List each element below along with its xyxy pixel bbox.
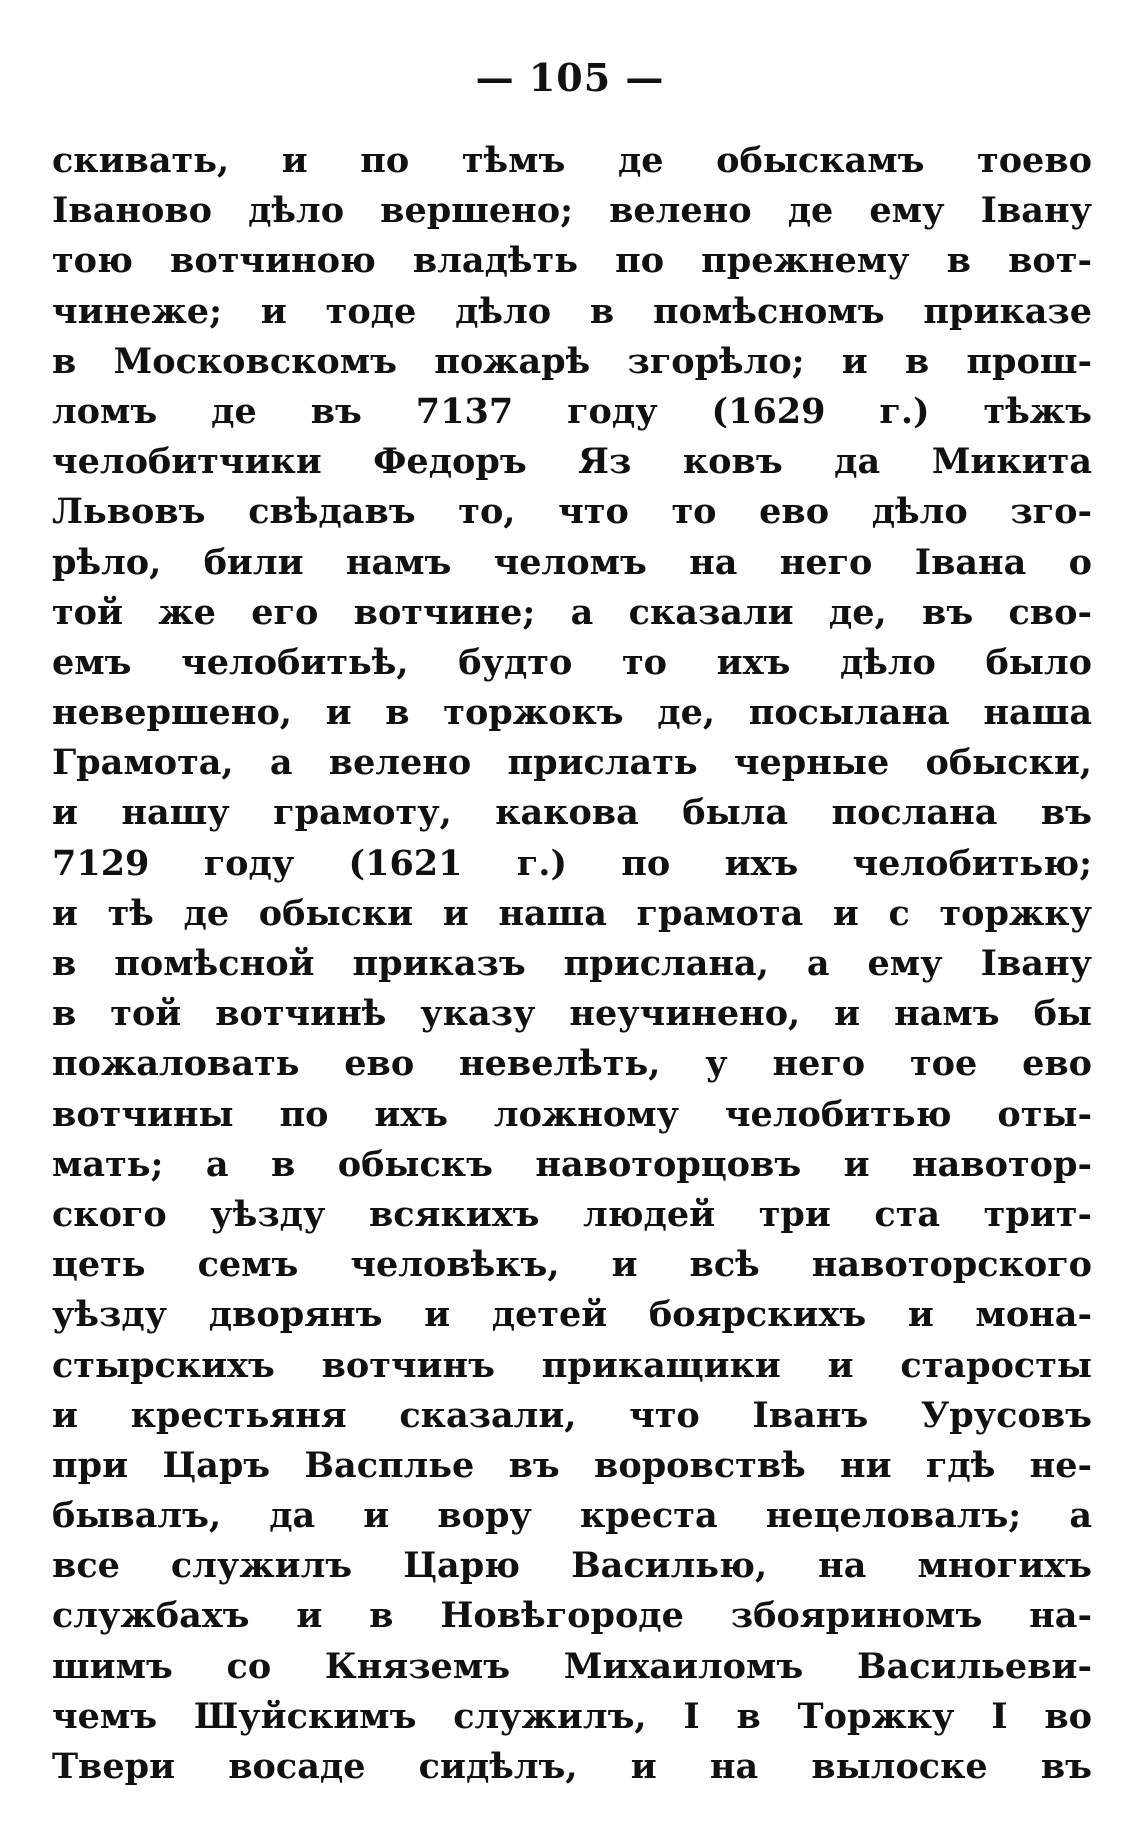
text-line: ского уѣзду всякихъ людей три ста трит- xyxy=(52,1193,1092,1235)
text-line: челобитчики Федоръ Яз ковъ да Микита xyxy=(52,441,1092,483)
text-line: невершено, и в торжокъ де, посылана наша xyxy=(52,692,1092,734)
page-text-body xyxy=(52,136,1092,1792)
text-line: рѣло, били намъ челомъ на него Івана о xyxy=(52,541,1092,583)
text-line: службахъ и в Новѣгороде збояриномъ на- xyxy=(52,1595,1092,1637)
text-line: Грамота, а велено прислать черные обыски, xyxy=(52,742,1092,784)
text-line: Іваново дѣло вершено; велено де ему Івану xyxy=(52,190,1092,232)
text-line: чемъ Шуйскимъ служилъ, І в Торжку І во xyxy=(52,1695,1092,1737)
text-line: и тѣ де обыски и наша грамота и с торжку xyxy=(52,892,1092,934)
text-line: Львовъ свѣдавъ то, что то ево дѣло зго- xyxy=(52,491,1092,533)
text-line: пожаловать ево невелѣть, у него тое ево xyxy=(52,1043,1092,1085)
text-line: и нашу грамоту, какова была послана въ xyxy=(52,792,1092,834)
text-line: скивать, и по тѣмъ де обыскамъ тоево xyxy=(52,140,1092,181)
text-line: цеть семъ человѣкъ, и всѣ навоторского xyxy=(52,1244,1092,1286)
text-line: той же его вотчине; а сказали де, въ сво- xyxy=(52,591,1092,633)
text-line: при Царъ Васпльe въ воровствѣ ни гдѣ не- xyxy=(52,1444,1092,1486)
text-line: уѣзду дворянъ и детей боярскихъ и мона- xyxy=(52,1294,1092,1336)
text-line: в помѣсной приказъ прислана, а ему Івану xyxy=(52,943,1092,984)
page-number: — 105 — xyxy=(475,55,665,100)
text-line: бывалъ, да и вору креста нецеловалъ; а xyxy=(52,1495,1092,1537)
text-line: чинеже; и тоде дѣло в помѣсномъ приказе xyxy=(52,290,1092,332)
text-line: Твери восаде сидѣлъ, и на вылоске въ xyxy=(52,1746,1092,1787)
text-line: стырскихъ вотчинъ прикащики и старосты xyxy=(52,1344,1092,1386)
text-line: в Московскомъ пожарѣ згорѣло; и в прош- xyxy=(52,340,1092,382)
text-line: 7129 году (1621 г.) по ихъ челобитью; xyxy=(52,842,1092,884)
text-line: вотчины по ихъ ложному челобитью оты- xyxy=(52,1093,1092,1135)
text-line: тою вотчиною владѣть по прежнему в вот- xyxy=(52,240,1092,282)
text-line: в той вотчинѣ указу неучинено, и намъ бы xyxy=(52,993,1092,1035)
text-line: мать; а в обыскъ навоторцовъ и навотор- xyxy=(52,1143,1092,1185)
text-line: ломъ де въ 7137 году (1629 г.) тѣжъ xyxy=(52,390,1092,432)
text-line: емъ челобитьѣ, будто то ихъ дѣло было xyxy=(52,641,1092,683)
text-line: все служилъ Царю Василью, на многихъ xyxy=(52,1545,1092,1587)
text-line: и крестьяня сказали, что Іванъ Урусовъ xyxy=(52,1394,1092,1436)
text-line: шимъ со Княземъ Михаиломъ Васильеви- xyxy=(52,1645,1092,1687)
